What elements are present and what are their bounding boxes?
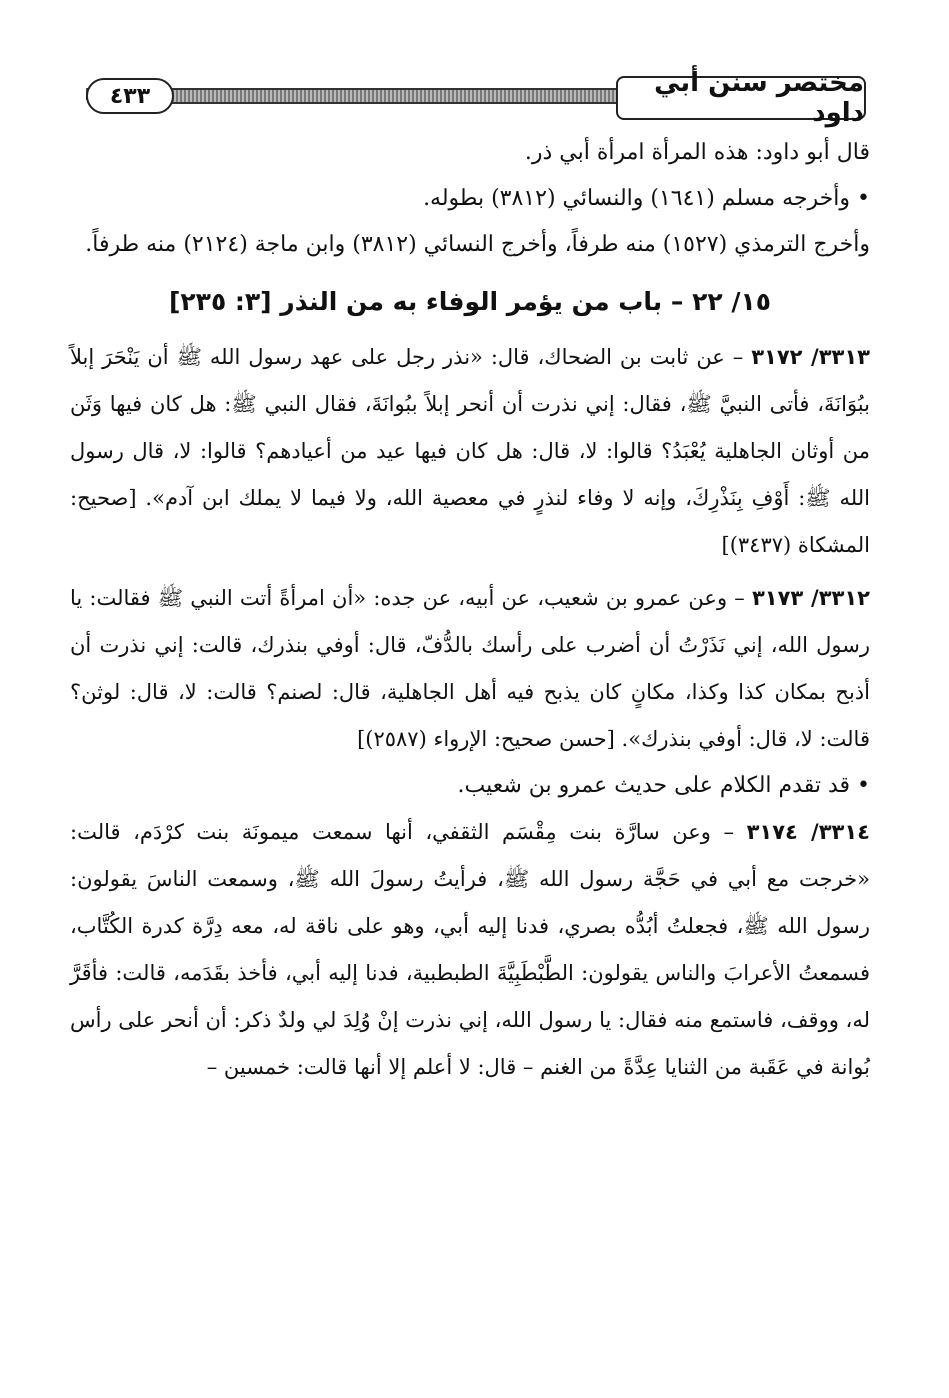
hadith-body: – وعن سارَّة بنت مِقْسَم الثقفي، أنها سمعت ميمونَة بنت كرْدَم، قالت: «خرجت مع أبي في حَجَّة رسول الله ﷺ، فرأيتُ رسولَ الله ﷺ، وسمعت الناسَ يقولون: رسول الله ﷺ، فجعلتُ أبُدُّه بصري، فدنا إليه أبي، وهو على ناقة له، معه دِرَّة كدرة الكُتَّاب، فسمعتُ الأعرابَ والناس يقولون: الطَّبْطَبِيَّةَ الطبطبية، فدنا إليه أبي، فأخذ بقَدَمه، قالت: فأقَرَّ له، ووقف، فاستمع منه فقال: يا رسول الله، إني نذرت إنْ وُلِدَ لي ولدٌ ذكر: أن أنحر على رأس بُوانة في عَقَبة من الثنايا عِدَّةً من الغنم – قال: لا أعلم إلا أنها قالت: خمسين – (70, 820, 870, 1079)
paragraph-abu-dawud-note: قال أبو داود: هذه المرأة امرأة أبي ذر. (524, 140, 870, 165)
page-number: ٤٣٣ (86, 78, 174, 114)
paragraph-note: • قد تقدم الكلام على حديث عمرو بن شعيب. (70, 763, 870, 809)
paragraph-takhrij-1: • وأخرجه مسلم (١٦٤١) والنسائي (٣٨١٢) بطوله. (70, 176, 870, 222)
hadith-text (70, 809, 870, 1091)
hadith-number: ٣٣١٤/ ٣١٧٤ (746, 820, 870, 844)
header-rule (156, 88, 626, 104)
page-header (86, 68, 866, 128)
hadith-text (70, 334, 870, 569)
hadith-text (70, 575, 870, 763)
hadith-body: – عن ثابت بن الضحاك، قال: «نذر رجل على عهد رسول الله ﷺ أن يَنْحَرَ إبلاً ببُوَانَةَ، فأتى النبيَّ ﷺ، فقال: إني نذرت أن أنحر إبلاً ببُوانَةَ، فقال النبي ﷺ: هل كان فيها وَثَن من أوثان الجاهلية يُعْبَدُ؟ قالوا: لا، قال: هل كان فيها عيد من أعيادهم؟ قالوا: لا، قال رسول الله ﷺ: أَوْفِ بِنَذْرِكَ، وإنه لا وفاء لنذرٍ في معصية الله، ولا فيما لا يملك ابن آدم». [صحيح: المشكاة (٣٤٣٧)] (70, 345, 870, 557)
hadith-body: – وعن عمرو بن شعيب، عن أبيه، عن جده: «أن امرأةً أتت النبي ﷺ فقالت: يا رسول الله، إني نَذَرْتُ أن أضرب على رأسك بالدُّفّ، قال: أوفي بنذرك، قالت: إني نذرت أن أذبح بمكان كذا وكذا، مكانٍ كان يذبح فيه أهل الجاهلية، قال: لصنم؟ قالت: لا، قال: لوثن؟ قالت: لا، قال: أوفي بنذرك». [حسن صحيح: الإرواء (٢٥٨٧)] (70, 586, 870, 751)
hadith-number: ٣٣١٢/ ٣١٧٣ (751, 586, 870, 610)
book-title: مختصر سنن أبي داود (616, 76, 866, 120)
page-body (70, 130, 870, 1091)
paragraph-takhrij-2: وأخرج الترمذي (١٥٢٧) منه طرفاً، وأخرج النسائي (٣٨١٢) وابن ماجة (٢١٢٤) منه طرفاً. (85, 232, 870, 257)
hadith-3314 (70, 809, 870, 1091)
hadith-number: ٣٣١٣/ ٣١٧٢ (751, 345, 870, 369)
chapter-heading: ١٥/ ٢٢ – باب من يؤمر الوفاء به من النذر [٣: ٢٣٥] (168, 287, 771, 316)
hadith-3313 (70, 334, 870, 569)
hadith-3312 (70, 575, 870, 763)
